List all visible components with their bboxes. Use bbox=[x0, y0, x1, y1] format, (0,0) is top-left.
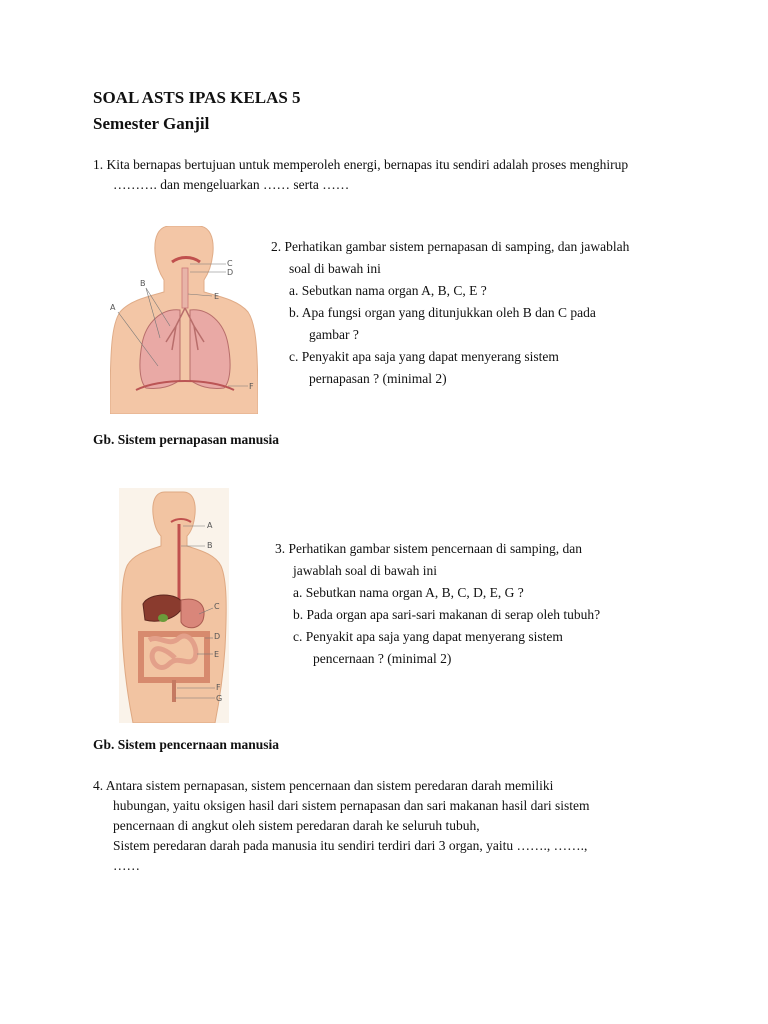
figure-label-b: B bbox=[207, 541, 213, 550]
question-4 bbox=[93, 776, 675, 876]
question-3-item-a: a. Sebutkan nama organ A, B, C, D, E, G ? bbox=[293, 585, 524, 600]
respiratory-system-figure bbox=[110, 226, 258, 414]
question-2-item-b-line-1: b. Apa fungsi organ yang ditunjukkan oleh B dan C pada bbox=[289, 305, 596, 320]
question-2-item-b-line-2: gambar ? bbox=[309, 327, 359, 342]
figure-label-d: D bbox=[214, 632, 221, 641]
question-4-line-4: Sistem peredaran darah pada manusia itu sendiri terdiri dari 3 organ, yaitu ……., ……., bbox=[113, 838, 588, 853]
question-2-intro-line-2: soal di bawah ini bbox=[289, 261, 381, 276]
figure-label-g: G bbox=[216, 694, 223, 703]
figure-label-c: C bbox=[214, 602, 220, 611]
figure-label-c: C bbox=[227, 259, 233, 268]
question-2-item-a: a. Sebutkan nama organ A, B, C, E ? bbox=[289, 283, 487, 298]
figure-label-e: E bbox=[214, 650, 220, 659]
question-1-line-2: ………. dan mengeluarkan …… serta …… bbox=[113, 177, 350, 192]
figure-label-e: E bbox=[214, 292, 220, 301]
question-3-item-c-line-2: pencernaan ? (minimal 2) bbox=[313, 651, 452, 666]
question-4-line-1: 4. Antara sistem pernapasan, sistem pencernaan dan sistem peredaran darah memiliki bbox=[93, 778, 554, 793]
question-4-line-2: hubungan, yaitu oksigen hasil dari sistem pernapasan dan sari makanan hasil dari sistem bbox=[113, 798, 590, 813]
figure-caption-respiratory: Gb. Sistem pernapasan manusia bbox=[93, 432, 280, 447]
page-subtitle: Semester Ganjil bbox=[93, 114, 210, 133]
figure-label-b: B bbox=[140, 279, 146, 288]
question-1 bbox=[93, 155, 673, 195]
figure-label-a: A bbox=[110, 303, 116, 312]
question-3 bbox=[275, 538, 695, 670]
digestive-system-figure bbox=[119, 488, 229, 723]
question-2-item-c-line-2: pernapasan ? (minimal 2) bbox=[309, 371, 447, 386]
figure-label-f: F bbox=[249, 382, 254, 391]
question-2-item-c-line-1: c. Penyakit apa saja yang dapat menyerang sistem bbox=[289, 349, 559, 364]
question-4-line-5: …… bbox=[113, 858, 140, 873]
question-3-intro-line-2: jawablah soal di bawah ini bbox=[293, 563, 437, 578]
figure-caption-digestive: Gb. Sistem pencernaan manusia bbox=[93, 737, 280, 752]
figure-label-d: D bbox=[227, 268, 234, 277]
question-1-line-1: 1. Kita bernapas bertujuan untuk memperoleh energi, bernapas itu sendiri adalah proses menghirup bbox=[93, 157, 629, 172]
question-3-item-c-line-1: c. Penyakit apa saja yang dapat menyerang sistem bbox=[293, 629, 563, 644]
figure-label-a: A bbox=[207, 521, 213, 530]
question-3-intro-line-1: 3. Perhatikan gambar sistem pencernaan di samping, dan bbox=[275, 541, 583, 556]
question-2-intro-line-1: 2. Perhatikan gambar sistem pernapasan di samping, dan jawablah bbox=[271, 239, 630, 254]
question-4-line-3: pencernaan di angkut oleh sistem peredaran darah ke seluruh tubuh, bbox=[113, 818, 480, 833]
figure-label-f: F bbox=[216, 683, 221, 692]
question-3-item-b: b. Pada organ apa sari-sari makanan di serap oleh tubuh? bbox=[293, 607, 601, 622]
question-2 bbox=[271, 236, 691, 390]
page-title: SOAL ASTS IPAS KELAS 5 bbox=[93, 88, 301, 107]
